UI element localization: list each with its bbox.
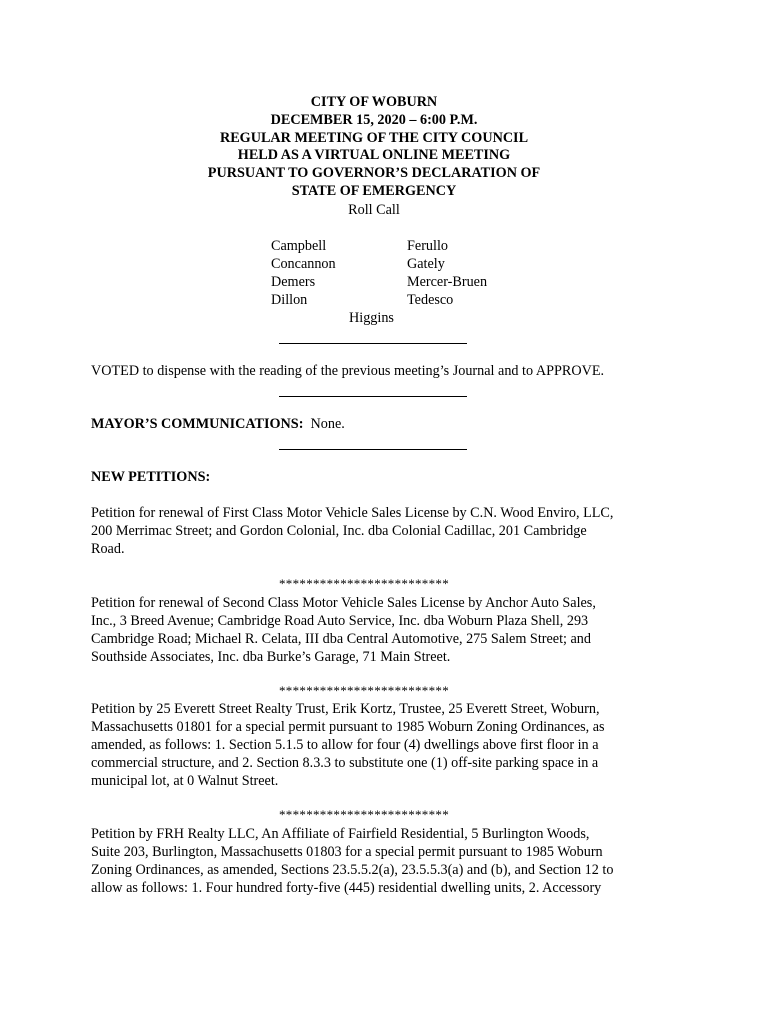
- new-petitions-heading: NEW PETITIONS:: [91, 469, 211, 485]
- document-header: [0, 94, 748, 201]
- councilor-name: Dillon: [271, 292, 308, 308]
- petition-line: Inc., 3 Breed Avenue; Cambridge Road Auto Service, Inc. dba Woburn Plaza Shell, 293: [91, 613, 589, 629]
- petition-line: Petition for renewal of First Class Motor Vehicle Sales License by C.N. Wood Enviro, LLC,: [91, 505, 614, 521]
- mayor-communications-label: MAYOR’S COMMUNICATIONS:: [91, 416, 304, 432]
- section-divider: [279, 449, 467, 450]
- petition-line: Petition for renewal of Second Class Motor Vehicle Sales License by Anchor Auto Sales,: [91, 595, 596, 611]
- petition-line: Zoning Ordinances, as amended, Sections 23.5.5.2(a), 23.5.5.3(a) and (b), and Section 12 to: [91, 862, 614, 878]
- petition-line: allow as follows: 1. Four hundred forty-five (445) residential dwelling units, 2. Accessory: [91, 880, 602, 896]
- councilor-name: Concannon: [271, 256, 336, 272]
- petition-line: Southside Associates, Inc. dba Burke’s Garage, 71 Main Street.: [91, 649, 451, 665]
- voted-paragraph: [91, 362, 661, 380]
- roll-call-title: Roll Call: [348, 202, 400, 218]
- petition-3: [91, 700, 661, 790]
- section-divider: [279, 396, 467, 397]
- petition-line: Petition by FRH Realty LLC, An Affiliate of Fairfield Residential, 5 Burlington Woods,: [91, 826, 590, 842]
- petition-2: [91, 594, 661, 666]
- councilor-name: Gately: [407, 256, 445, 272]
- header-line-meeting: REGULAR MEETING OF THE CITY COUNCIL: [219, 129, 529, 146]
- councilor-name: Demers: [271, 274, 316, 290]
- petition-line: Road.: [91, 541, 125, 557]
- petition-separator: *************************: [279, 683, 449, 698]
- mayor-communications: [91, 415, 661, 433]
- councilor-name: Mercer-Bruen: [407, 274, 488, 290]
- header-line-city: CITY OF WOBURN: [310, 94, 438, 110]
- petition-4: [91, 825, 661, 897]
- councilor-name: Campbell: [271, 238, 327, 254]
- petition-line: 200 Merrimac Street; and Gordon Colonial, Inc. dba Colonial Cadillac, 201 Cambridge: [91, 523, 587, 539]
- header-line-date: DECEMBER 15, 2020 – 6:00 P.M.: [270, 111, 478, 128]
- councilor-name: Ferullo: [407, 238, 448, 254]
- petition-line: commercial structure, and 2. Section 8.3.3 to substitute one (1) off-site parking space in a: [91, 755, 599, 771]
- section-divider: [279, 343, 467, 344]
- petition-line: amended, as follows: 1. Section 5.1.5 to allow for four (4) dwellings above first floor in a: [91, 737, 599, 753]
- petition-line: Massachusetts 01801 for a special permit pursuant to 1985 Woburn Zoning Ordinances, as: [91, 719, 605, 735]
- petition-line: municipal lot, at 0 Walnut Street.: [91, 773, 279, 789]
- petition-separator: *************************: [279, 807, 449, 822]
- councilor-name: Tedesco: [407, 292, 454, 308]
- header-line-emergency: STATE OF EMERGENCY: [291, 182, 457, 199]
- petition-1: [91, 504, 661, 558]
- petition-separator: *************************: [279, 576, 449, 591]
- roll-call-left-column: [271, 237, 336, 309]
- voted-text: VOTED to dispense with the reading of the previous meeting’s Journal and to APPROVE.: [91, 363, 605, 379]
- petition-line: Petition by 25 Everett Street Realty Trust, Erik Kortz, Trustee, 25 Everett Street, Woburn,: [91, 701, 600, 717]
- header-line-virtual: HELD AS A VIRTUAL ONLINE MEETING: [237, 147, 511, 164]
- petition-line: Cambridge Road; Michael R. Celata, III dba Central Automotive, 275 Salem Street; and: [91, 631, 591, 647]
- councilor-name-center: Higgins: [349, 310, 394, 326]
- roll-call-right-column: [407, 237, 487, 309]
- header-line-pursuant: PURSUANT TO GOVERNOR’S DECLARATION OF: [207, 165, 541, 182]
- mayor-communications-text: None.: [310, 416, 345, 432]
- petition-line: Suite 203, Burlington, Massachusetts 01803 for a special permit pursuant to 1985 Woburn: [91, 844, 603, 860]
